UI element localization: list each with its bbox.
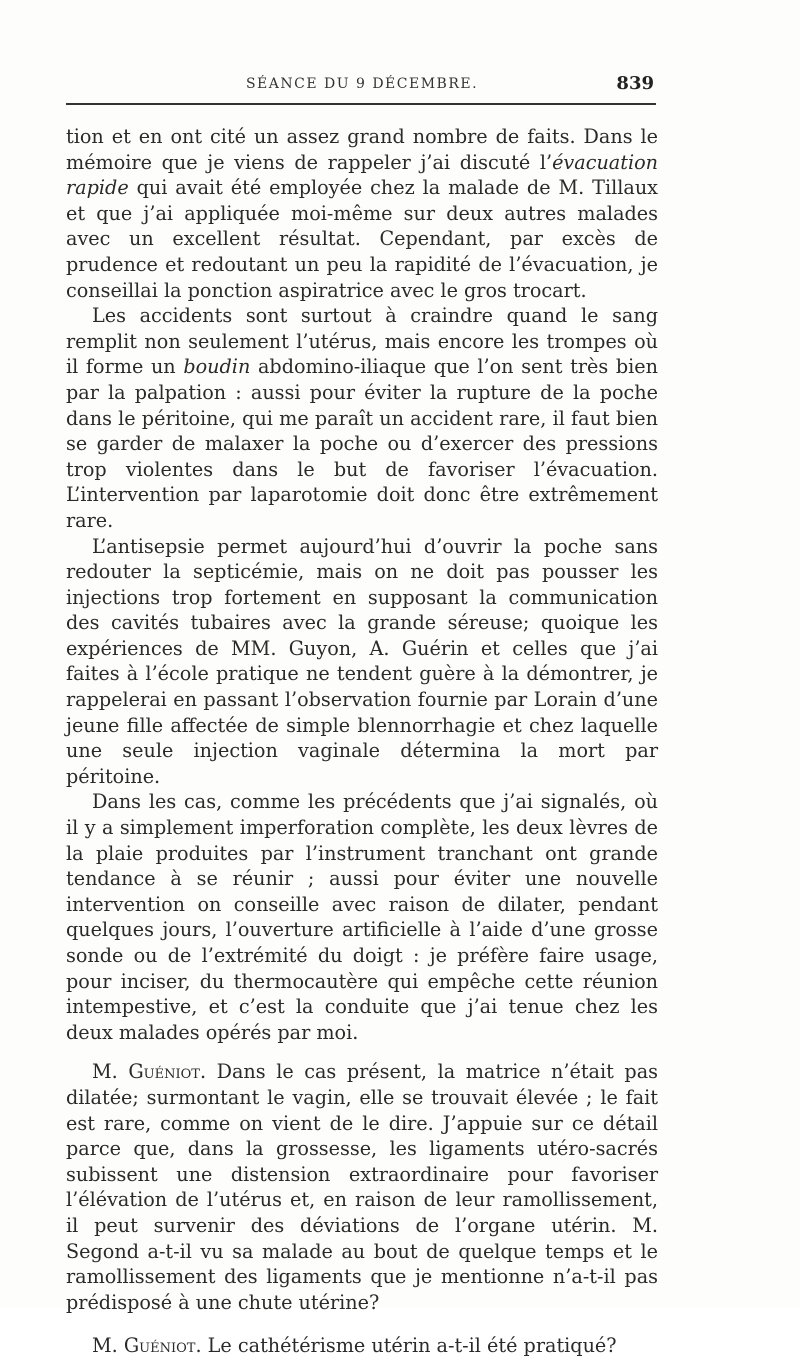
body-text <box>66 124 658 1359</box>
paragraph-6 <box>66 1333 658 1359</box>
header-rule <box>66 103 656 105</box>
paragraph-2 <box>66 303 658 533</box>
speaker-name: Guéniot <box>123 1334 196 1358</box>
page-header <box>66 72 658 102</box>
text-run: Dans les cas, comme les précédents que j’ai signalés, où il y a simplement imperforation complète, les deux lèvres de la plaie produites par l’instrument tranchant ont grande tendance à se réunir ; aussi pour éviter une nouvelle intervention on conseille avec raison de dilater, pendant quelques jours, l’ouverture artificielle à l’aide d’une grosse sonde ou de l’extrémité du doigt : je préfère faire usage, pour inciser, du thermocautère qui empêche cette réunion intempestive, et c’est la conduite que j’ai tenue chez les deux malades opérés par moi. <box>66 790 658 1044</box>
italic-run: évacuation rapide <box>66 150 658 200</box>
running-title: SÉANCE DU 9 DÉCEMBRE. <box>245 76 479 92</box>
text-run: Les accidents sont surtout à craindre quand le sang remplit non seulement l’utérus, mais encore les trompes où il forme un <box>66 304 658 379</box>
text-run: M. <box>92 1060 129 1084</box>
text-run: . Dans le cas présent, la matrice n’était pas dilatée; surmontant le vagin, elle se trouvait élevée ; le fait est rare, comme on vient de le dire. J’appuie sur ce détail parce que, dans la grossesse, les ligaments utéro-sacrés subissent une distension extraordinaire pour favoriser l’élévation de l’utérus et, en raison de leur ramollissement, il peut survenir des déviations de l’organe utérin. M. Segond a-t-il vu sa malade au bout de quelque temps et le ramollissement des ligaments que je mentionne n’a-t-il pas prédisposé à une chute utérine? <box>66 1060 658 1314</box>
text-run: qui avait été employée chez la malade de M. Tillaux et que j’ai appliquée moi-même sur deux autres malades avec un excellent résultat. Cependant, par excès de prudence et redoutant un peu la rapidité de l’évacuation, je conseillai la ponction aspiratrice avec le gros trocart. <box>66 176 658 302</box>
italic-run: boudin <box>183 355 251 379</box>
paragraph-1 <box>66 124 658 303</box>
text-run: tion et en ont cité un assez grand nombre de faits. Dans le mémoire que je viens de rappeler j’ai discuté l’ <box>66 125 658 174</box>
paragraph-4 <box>66 789 658 1045</box>
paragraph-3 <box>66 534 658 790</box>
text-run: L’antisepsie permet aujourd’hui d’ouvrir la poche sans redouter la septicémie, mais on ne doit pas pousser les injections trop fortement en supposant la communication des cavités tubaires avec la grande séreuse; quoique les expériences de MM. Guyon, A. Guérin et celles que j’ai faites à l’école pratique ne tendent guère à la démontrer, je rappelerai en passant l’observation fournie par Lorain d’une jeune fille affectée de simple blennorrhagie et chez laquelle une seule injection vaginale détermina la mort par péritoine. <box>66 534 658 788</box>
speaker-name: Guéniot <box>128 1060 200 1084</box>
page-number: 839 <box>616 73 654 94</box>
paragraph-5 <box>66 1059 658 1315</box>
text-run: . Le cathétérisme utérin a-t-il été pratiqué? <box>195 1334 617 1358</box>
text-run: M. <box>92 1334 124 1358</box>
text-run: abdomino-iliaque que l’on sent très bien par la palpation : aussi pour éviter la rupture de la poche dans le péritoine, qui me paraît un accident rare, il faut bien se garder de malaxer la poche ou d’exercer des pressions trop violentes dans le but de favoriser l’évacuation. L’intervention par laparotomie doit donc être extrêmement rare. <box>66 355 658 532</box>
